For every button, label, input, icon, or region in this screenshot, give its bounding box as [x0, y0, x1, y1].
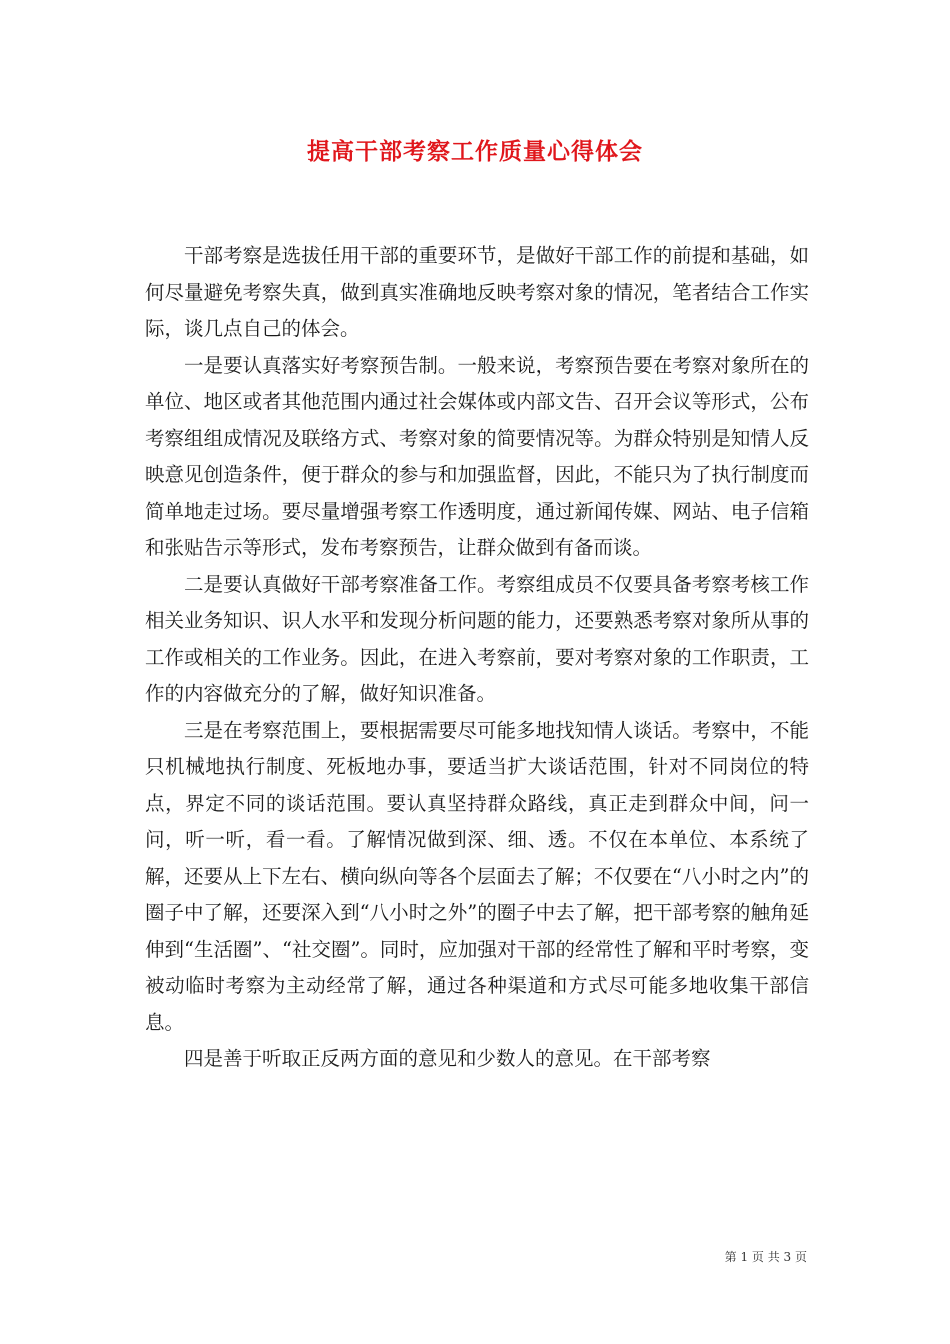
- paragraph-point-4: 四是善于听取正反两方面的意见和少数人的意见。在干部考察: [184, 1047, 711, 1070]
- paragraph-point-2: 二是要认真做好干部考察准备工作。考察组成员不仅要具备考察考核工作相关业务知识、识人水平和发现分析问题的能力，还要熟悉考察对象所从事的工作或相关的工作业务。因此，在进入考察前，要对考察对象的工作职责，工作的内容做充分的了解，做好知识准备。: [145, 572, 809, 705]
- paragraph-point-1: 一是要认真落实好考察预告制。一般来说，考察预告要在考察对象所在的单位、地区或者其他范围内通过社会媒体或内部文告、召开会议等形式，公布考察组组成情况及联络方式、考察对象的简要情况等。为群众特别是知情人反映意见创造条件，便于群众的参与和加强监督，因此，不能只为了执行制度而简单地走过场。要尽量增强考察工作透明度，通过新闻传媒、网站、电子信箱和张贴告示等形式，发布考察预告，让群众做到有备而谈。: [145, 353, 809, 559]
- page-number: 第 1 页 共 3 页: [724, 1250, 807, 1264]
- page-title: 提高干部考察工作质量心得体会: [307, 138, 643, 165]
- paragraph-intro: 干部考察是选拔任用干部的重要环节，是做好干部工作的前提和基础，如何尽量避免考察失真，做到真实准确地反映考察对象的情况，笔者结合工作实际，谈几点自己的体会。: [145, 244, 809, 340]
- document-body: [145, 238, 809, 1078]
- paragraph-point-3: 三是在考察范围上，要根据需要尽可能多地找知情人谈话。考察中，不能只机械地执行制度、死板地办事，要适当扩大谈话范围，针对不同岗位的特点，界定不同的谈话范围。要认真坚持群众路线，真正走到群众中间，问一问，听一听，看一看。了解情况做到深、细、透。不仅在本单位、本系统了解，还要从上下左右、横向纵向等各个层面去了解；不仅要在“八小时之内”的圈子中了解，还要深入到“八小时之外”的圈子中去了解，把干部考察的触角延伸到“生活圈”、“社交圈”。同时，应加强对干部的经常性了解和平时考察，变被动临时考察为主动经常了解，通过各种渠道和方式尽可能多地收集干部信息。: [145, 718, 809, 1034]
